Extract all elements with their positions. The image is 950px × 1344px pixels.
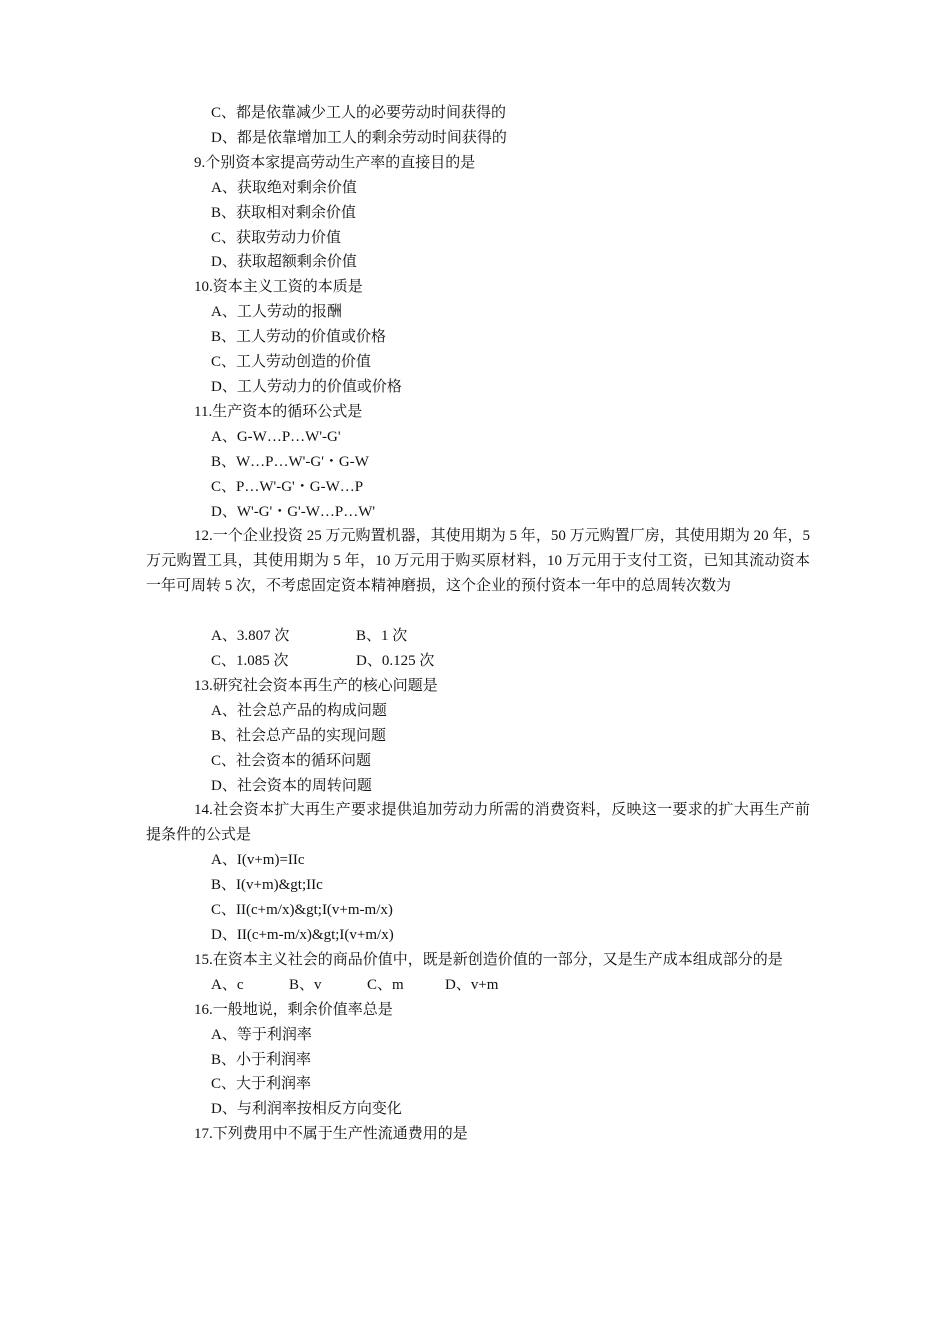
q11-option-b: B、W…P…W'-G'・G-W bbox=[211, 453, 369, 470]
q13-option-a: A、社会总产品的构成问题 bbox=[211, 702, 387, 719]
q13-stem: 13.研究社会资本再生产的核心问题是 bbox=[194, 677, 438, 694]
q11-option-c: C、P…W'-G'・G-W…P bbox=[211, 478, 364, 495]
q9-option-b: B、获取相对剩余价值 bbox=[211, 204, 357, 221]
q12-option-d: D、0.125 次 bbox=[356, 653, 435, 670]
q12-option-c: C、1.085 次 bbox=[211, 653, 289, 670]
q10-option-d: D、工人劳动力的价值或价格 bbox=[211, 378, 402, 395]
q10-option-c: C、工人劳动创造的价值 bbox=[211, 354, 372, 371]
q16-option-b: B、小于利润率 bbox=[211, 1051, 312, 1068]
q13-option-b: B、社会总产品的实现问题 bbox=[211, 727, 387, 744]
q12-stem: 12.一个企业投资 25 万元购置机器，其使用期为 5 年，50 万元购置厂房，其使用期为 20 年，5 万元购置工具，其使用期为 5 年，10 万元用于购买原材料，10 万元用于支付工资，已知其流动资本一年可周转 5 次，不考虑固定资本精神磨损，这个企业的预付资本一年中的总周转次数为 bbox=[146, 528, 810, 595]
q16-option-a: A、等于利润率 bbox=[211, 1026, 312, 1043]
q12-option-b: B、1 次 bbox=[356, 628, 408, 645]
q15-option-a: A、c bbox=[211, 976, 244, 993]
q17-stem: 17.下列费用中不属于生产性流通费用的是 bbox=[194, 1126, 468, 1143]
blank-line bbox=[146, 599, 810, 624]
q10-stem: 10.资本主义工资的本质是 bbox=[194, 279, 363, 296]
q12-option-a: A、3.807 次 bbox=[211, 628, 290, 645]
q9-stem: 9.个别资本家提高劳动生产率的直接目的是 bbox=[194, 154, 476, 171]
q12-options-row-1 bbox=[146, 624, 810, 649]
q11-option-d: D、W'-G'・G'-W…P…W' bbox=[211, 503, 376, 520]
q16-option-c: C、大于利润率 bbox=[211, 1076, 312, 1093]
q13-option-d: D、社会资本的周转问题 bbox=[211, 777, 372, 794]
q12-options-row-2 bbox=[146, 649, 810, 674]
q13-option-c: C、社会资本的循环问题 bbox=[211, 752, 372, 769]
q15-stem: 15.在资本主义社会的商品价值中，既是新创造价值的一部分，又是生产成本组成部分的是 bbox=[194, 951, 783, 968]
q16-stem: 16.一般地说，剩余价值率总是 bbox=[194, 1001, 393, 1018]
q16-option-d: D、与利润率按相反方向变化 bbox=[211, 1101, 402, 1118]
q14-option-a: A、I(v+m)=IIc bbox=[211, 852, 305, 869]
q9-option-a: A、获取绝对剩余价值 bbox=[211, 179, 357, 196]
q8-option-d: D、都是依靠增加工人的剩余劳动时间获得的 bbox=[211, 129, 507, 146]
q14-option-d: D、II(c+m-m/x)&gt;I(v+m/x) bbox=[211, 927, 394, 943]
q15-option-c: C、m bbox=[367, 976, 404, 993]
q14-option-b: B、I(v+m)&gt;IIc bbox=[211, 877, 323, 894]
question-list bbox=[146, 101, 810, 1147]
q11-option-a: A、G-W…P…W'-G' bbox=[211, 428, 341, 445]
q14-stem: 14.社会资本扩大再生产要求提供追加劳动力所需的消费资料，反映这一要求的扩大再生产前提条件的公式是 bbox=[146, 802, 810, 844]
q9-option-d: D、获取超额剩余价值 bbox=[211, 254, 357, 271]
q11-stem: 11.生产资本的循环公式是 bbox=[194, 403, 363, 420]
q15-option-d: D、v+m bbox=[445, 976, 499, 993]
q15-option-b: B、v bbox=[289, 976, 322, 993]
q8-option-c: C、都是依靠减少工人的必要劳动时间获得的 bbox=[211, 105, 507, 121]
q10-option-a: A、工人劳动的报酬 bbox=[211, 304, 342, 321]
q9-option-c: C、获取劳动力价值 bbox=[211, 229, 342, 246]
q14-option-c: C、II(c+m/x)&gt;I(v+m-m/x) bbox=[211, 902, 393, 919]
q15-options-row bbox=[146, 973, 810, 998]
q10-option-b: B、工人劳动的价值或价格 bbox=[211, 329, 387, 346]
